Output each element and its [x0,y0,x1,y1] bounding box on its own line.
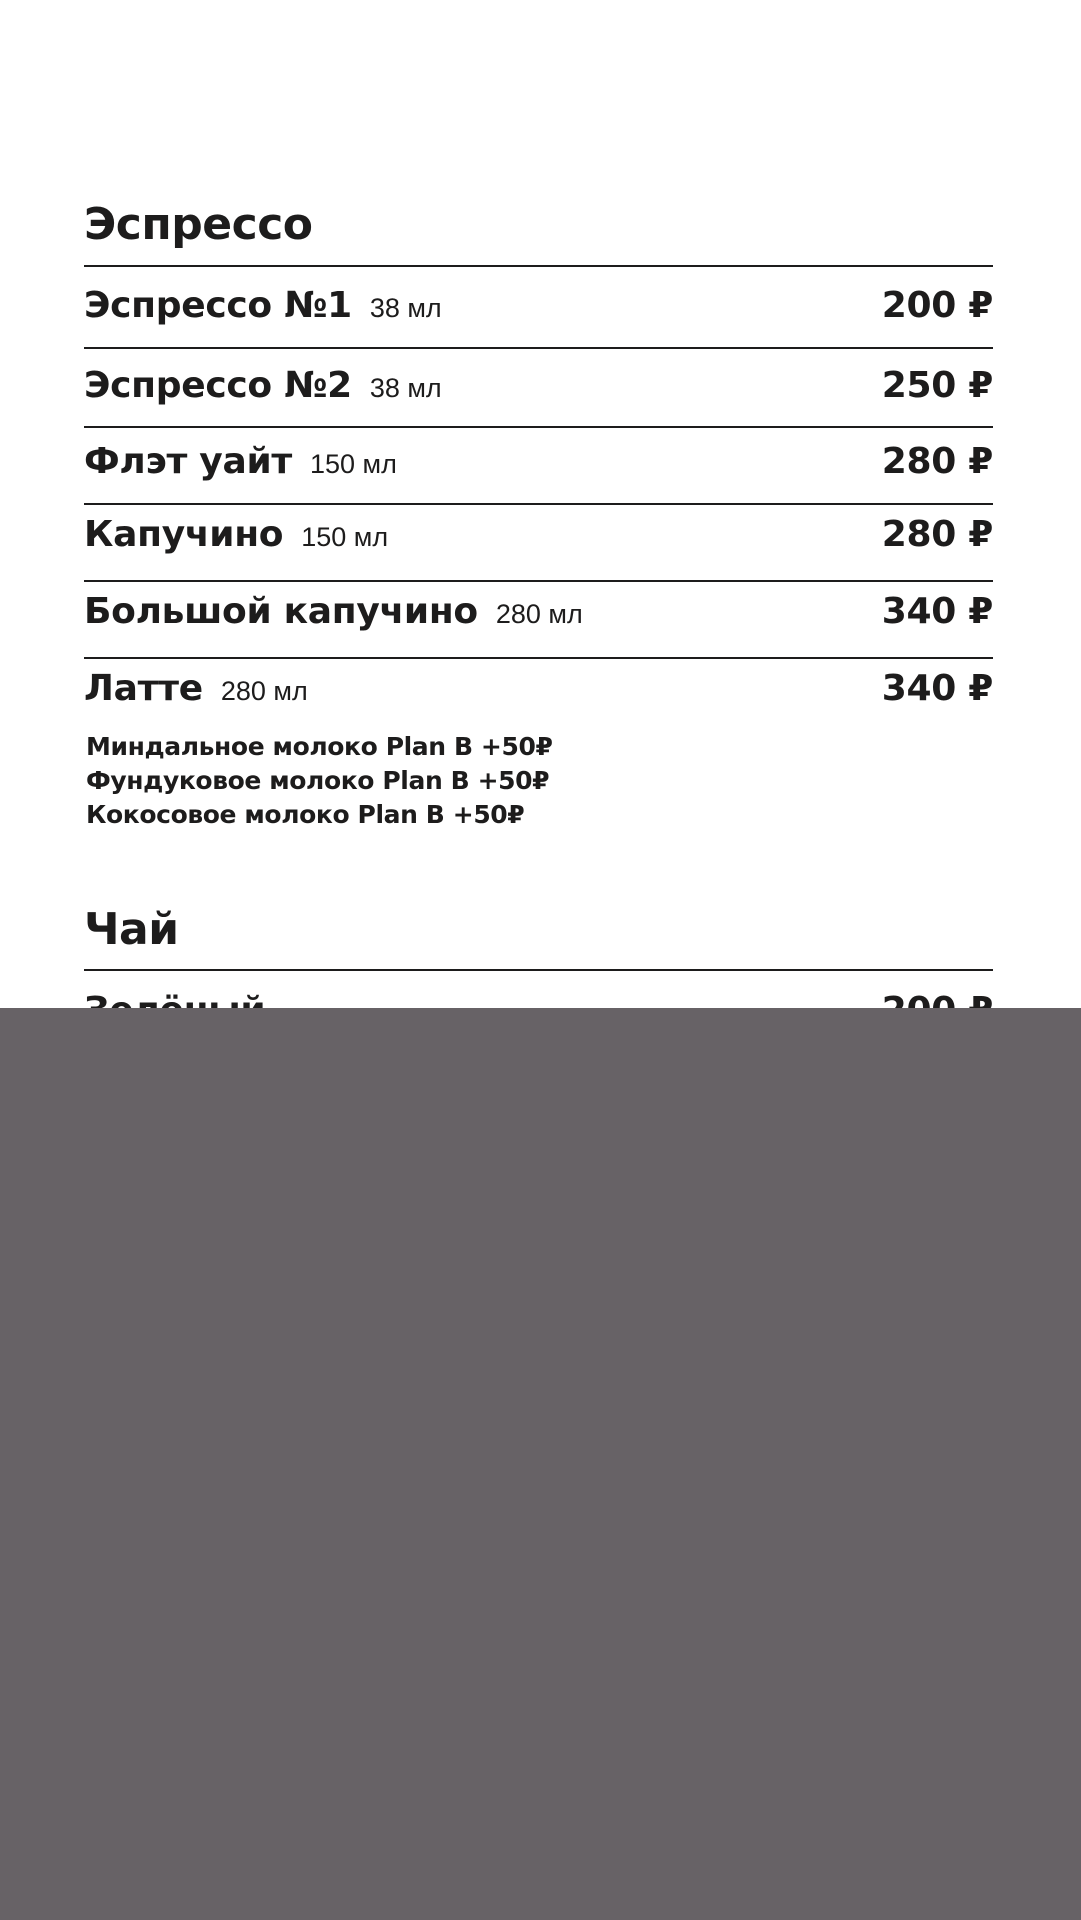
item-price: 280 ₽ [881,514,993,555]
menu-item-flat-white [84,441,993,491]
divider [84,580,993,582]
item-volume: 150 мл [309,449,397,479]
divider [84,657,993,659]
addon-hazelnut-milk: Фундуковое молоко Plan B +50₽ [86,766,550,795]
divider [84,969,993,971]
menu-item-espresso-2 [84,365,993,415]
menu-item-latte [84,668,993,718]
item-volume: 280 мл [495,599,583,629]
item-name: Капучино [84,514,284,555]
item-price: 250 ₽ [881,365,993,406]
section-title-tea: Чай [84,904,179,955]
item-volume: 280 мл [220,676,308,706]
divider [84,503,993,505]
item-price: 200 ₽ [881,285,993,326]
section-title-espresso: Эспрессо [84,199,313,250]
divider [84,426,993,428]
item-name: Эспрессо №1 [84,285,352,326]
divider [84,265,993,267]
divider [84,347,993,349]
item-name: Большой капучино [84,591,478,632]
addon-almond-milk: Миндальное молоко Plan B +50₽ [86,732,553,761]
item-name: Латте [84,668,203,709]
addon-coconut-milk: Кокосовое молоко Plan B +50₽ [86,800,525,829]
item-volume: 38 мл [369,373,442,403]
item-name: Эспрессо №2 [84,365,352,406]
item-name: Флэт уайт [84,441,292,482]
dimmed-overlay[interactable] [0,1008,1081,1920]
menu-item-large-cappuccino [84,591,993,641]
item-price: 340 ₽ [881,668,993,709]
milk-addons [86,730,552,832]
item-volume: 38 мл [369,293,442,323]
menu-item-cappuccino [84,514,993,564]
menu-item-espresso-1 [84,285,993,335]
item-price: 280 ₽ [881,441,993,482]
item-volume: 150 мл [301,522,389,552]
item-price: 340 ₽ [881,591,993,632]
